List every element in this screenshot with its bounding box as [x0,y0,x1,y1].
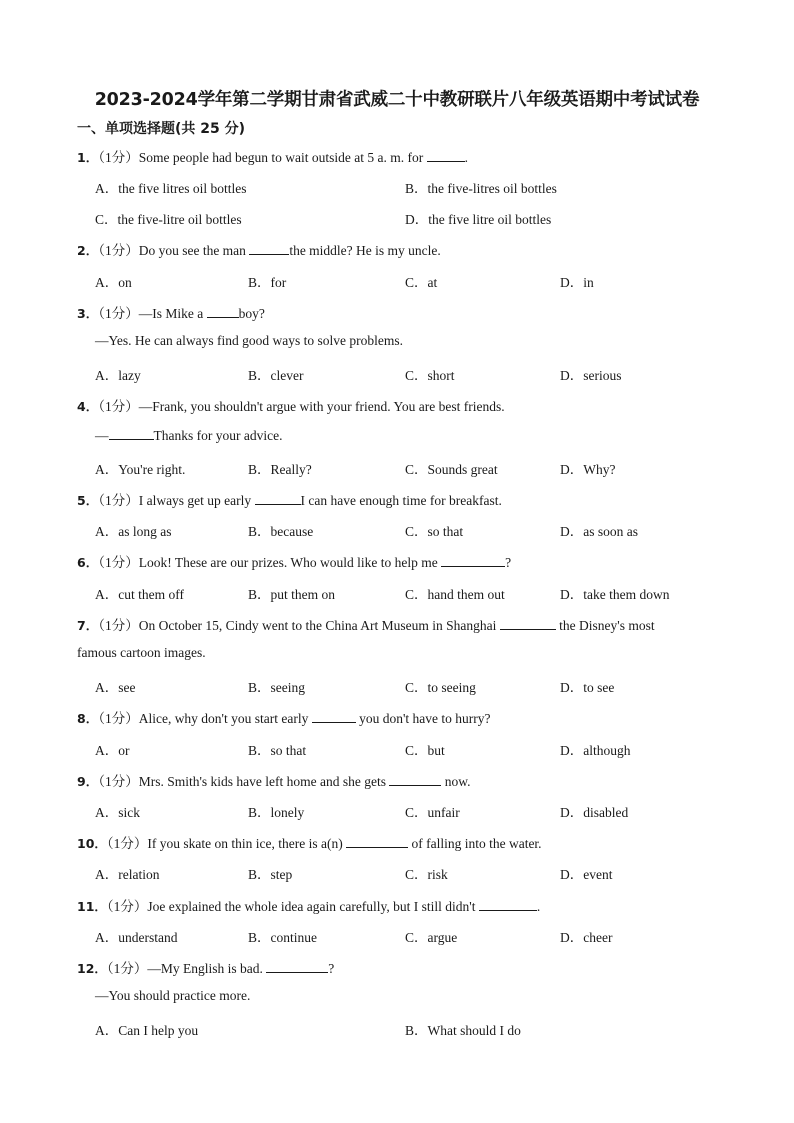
question-stem-end: I can have enough time for breakfast. [300,493,502,508]
option-a[interactable]: A．relation [95,867,160,882]
question-points: （1分） [98,243,139,258]
question-points: （1分） [98,774,139,789]
option-b[interactable]: B．because [248,524,314,539]
option-a[interactable]: A．on [95,275,132,290]
option-c[interactable]: C．short [405,368,455,383]
answer-blank [389,773,441,786]
question-stem-end: ? [505,555,512,570]
option-d[interactable]: D．although [560,743,631,758]
option-c[interactable]: C．but [405,743,445,758]
question-stem: —Frank, you shouldn't argue with your friend. You are best friends. [138,399,505,414]
option-b[interactable]: B．clever [248,368,304,383]
answer-blank [427,149,465,162]
question-line: —You should practice more. [95,988,251,1003]
question-points: （1分） [98,493,139,508]
option-c[interactable]: C．at [405,275,438,290]
question-stem-end: . [464,150,469,165]
option-c[interactable]: C．to seeing [405,680,476,695]
question-points: （1分） [98,618,139,633]
question-stem-end: ? [328,961,335,976]
section-heading: 一、单项选择题(共 25 分) [77,121,246,137]
question-line: famous cartoon images. [77,645,206,660]
option-b[interactable]: B．lonely [248,805,305,820]
option-c[interactable]: C．the five-litre oil bottles [95,212,242,227]
question-number: 9． [77,774,99,789]
option-b[interactable]: B．so that [248,743,307,758]
option-a[interactable]: A．see [95,680,136,695]
exam-title: 2023-2024学年第二学期甘肃省武威二十中教研联片八年级英语期中考试试卷 [94,90,700,110]
question-stem-end: of falling into the water. [408,836,542,851]
option-d[interactable]: D．as soon as [560,524,638,539]
option-b[interactable]: B．seeing [248,680,305,695]
question-number: 1． [77,150,99,165]
question-points: （1分） [98,711,139,726]
option-a[interactable]: A．You're right. [95,462,186,477]
option-b[interactable]: B．the five-litres oil bottles [405,181,557,196]
question-stem: If you skate on thin ice, there is a(n) [147,836,347,851]
question-points: （1分） [98,555,139,570]
question-line [95,427,282,444]
option-c[interactable]: C．Sounds great [405,462,498,477]
dialogue-dash: — [95,428,109,443]
question-points: （1分） [98,150,139,165]
question-7 [77,614,655,634]
answer-blank [249,242,289,255]
question-number: 12． [77,961,107,976]
option-d[interactable]: D．take them down [560,587,670,602]
answer-blank [500,617,556,630]
option-b[interactable]: B．What should I do [405,1023,521,1038]
question-number: 2． [77,243,99,258]
question-stem-end: . [536,899,541,914]
answer-blank [109,427,154,440]
option-d[interactable]: D．Why? [560,462,616,477]
option-d[interactable]: D．serious [560,368,622,383]
question-stem: On October 15, Cindy went to the China Art Museum in Shanghai [138,618,500,633]
question-6 [77,551,511,571]
question-2 [77,239,441,259]
question-number: 8． [77,711,99,726]
option-c[interactable]: C．argue [405,930,458,945]
question-points: （1分） [106,899,148,914]
option-b[interactable]: B．step [248,867,293,882]
question-points: （1分） [106,961,148,976]
answer-blank [441,554,505,567]
question-number: 7． [77,618,99,633]
question-stem: —Is Mike a [138,306,207,321]
option-a[interactable]: A．Can I help you [95,1023,199,1038]
question-stem: Alice, why don't you start early [138,711,312,726]
option-c[interactable]: C．hand them out [405,587,505,602]
answer-blank [312,710,356,723]
option-a[interactable]: A．lazy [95,368,141,383]
answer-blank [266,960,328,973]
question-1 [77,146,468,166]
question-number: 10． [77,836,107,851]
answer-blank [479,898,537,911]
question-12 [77,957,334,977]
question-stem: Mrs. Smith's kids have left home and she gets [138,774,390,789]
question-number: 3． [77,306,99,321]
option-a[interactable]: A．or [95,743,130,758]
question-stem: I always get up early [138,493,255,508]
question-stem: Do you see the man [138,243,250,258]
question-number: 4． [77,399,99,414]
option-b[interactable]: B．continue [248,930,317,945]
question-8 [77,707,491,727]
answer-blank [346,835,408,848]
question-stem-end: the middle? He is my uncle. [289,243,441,258]
option-c[interactable]: C．so that [405,524,464,539]
question-points: （1分） [98,399,139,414]
question-line: —Yes. He can always find good ways to solve problems. [95,333,403,348]
question-stem: Look! These are our prizes. Who would like to help me [138,555,442,570]
option-c[interactable]: C．unfair [405,805,460,820]
question-9 [77,770,470,790]
question-points: （1分） [98,306,139,321]
option-a[interactable]: A．as long as [95,524,172,539]
option-d[interactable]: D．event [560,867,613,882]
option-a[interactable]: A．the five litres oil bottles [95,181,247,196]
option-b[interactable]: B．for [248,275,287,290]
option-b[interactable]: B．put them on [248,587,335,602]
question-stem-end: you don't have to hurry? [355,711,491,726]
question-3 [77,302,265,322]
question-stem: Some people had begun to wait outside at 5 a. m. for [138,150,427,165]
option-d[interactable]: D．in [560,275,594,290]
question-10 [77,832,542,852]
option-d[interactable]: D．cheer [560,930,613,945]
question-stem-end: the Disney's most [555,618,655,633]
question-11 [77,895,540,915]
question-number: 5． [77,493,99,508]
question-number: 11． [77,899,107,914]
option-a[interactable]: A．cut them off [95,587,184,602]
option-b[interactable]: B．Really? [248,462,312,477]
question-number: 6． [77,555,99,570]
question-stem: —My English is bad. [147,961,267,976]
option-d[interactable]: D．disabled [560,805,629,820]
question-line-text: Thanks for your advice. [153,428,283,443]
question-4 [77,395,505,415]
option-d[interactable]: D．to see [560,680,615,695]
question-5 [77,489,502,509]
question-stem-end: boy? [238,306,265,321]
answer-blank [255,492,301,505]
option-d[interactable]: D．the five litre oil bottles [405,212,552,227]
question-points: （1分） [106,836,148,851]
option-c[interactable]: C．risk [405,867,448,882]
answer-blank [207,305,239,318]
question-stem-end: now. [441,774,471,789]
question-stem: Joe explained the whole idea again carefully, but I still didn't [147,899,479,914]
option-a[interactable]: A．sick [95,805,140,820]
option-a[interactable]: A．understand [95,930,178,945]
